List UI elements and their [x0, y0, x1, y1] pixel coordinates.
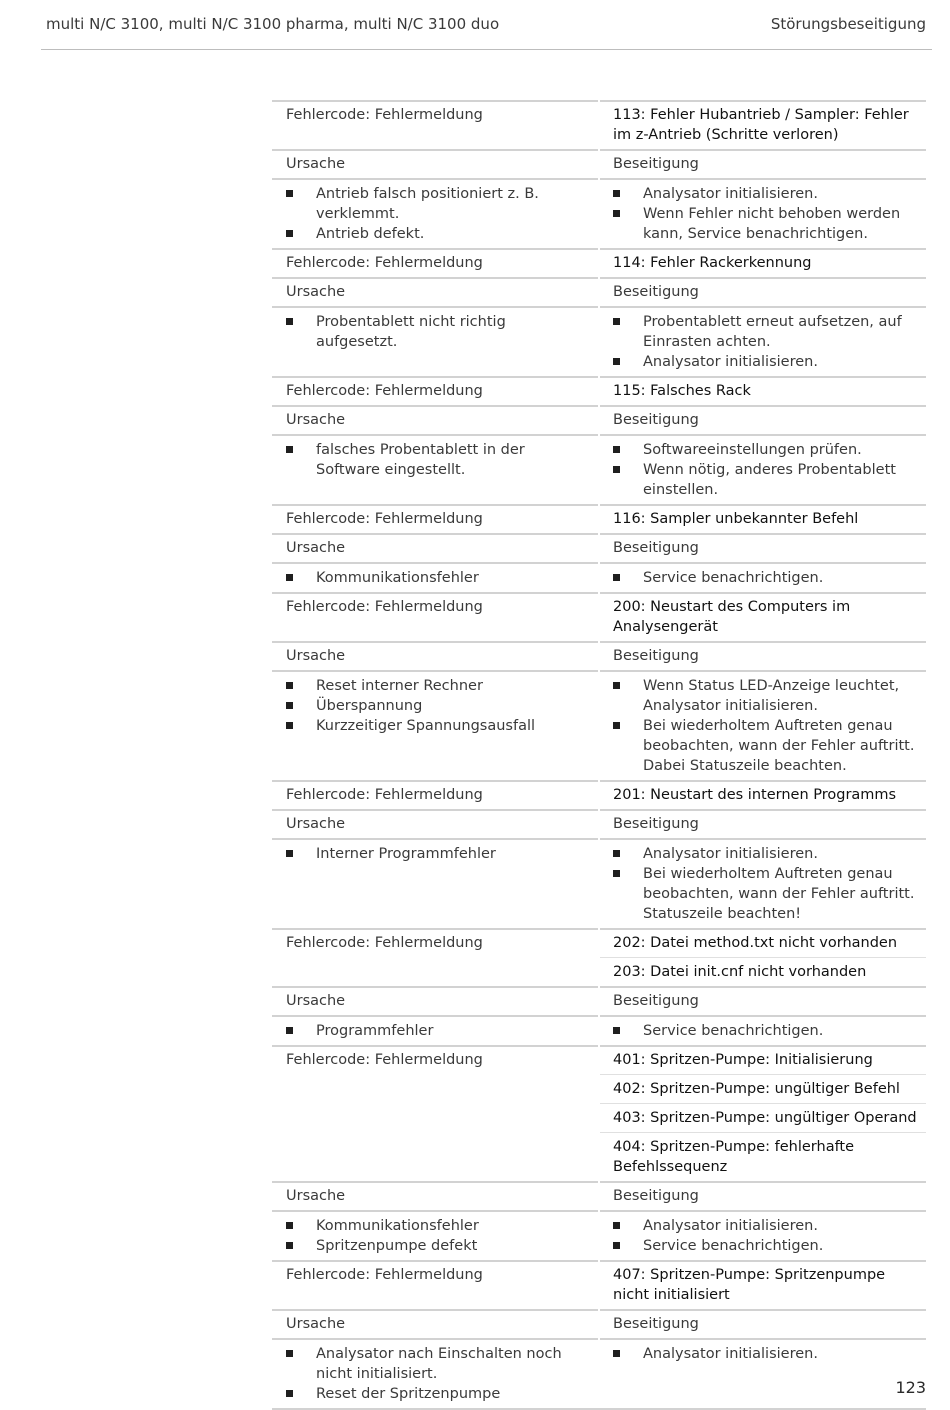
error-code-row: [272, 928, 926, 957]
cause-cell: [272, 838, 598, 928]
remedy-item: Analysator initialisieren.: [613, 844, 918, 864]
code-column-label: Fehlercode: Fehlermeldung: [272, 1260, 598, 1309]
remedy-list: [613, 184, 918, 244]
cause-cell: [272, 1015, 598, 1045]
error-code-message: 401: Spritzen-Pumpe: Initialisierung: [600, 1045, 926, 1074]
remedy-label: Beseitigung: [600, 1309, 926, 1338]
error-code-message: 201: Neustart des internen Programms: [600, 780, 926, 809]
code-column-label: Fehlercode: Fehlermeldung: [272, 504, 598, 533]
cause-label: Ursache: [272, 533, 598, 562]
remedy-item: Service benachrichtigen.: [613, 568, 918, 588]
cause-item: Kurzzeitiger Spannungsausfall: [286, 716, 590, 736]
cause-label: Ursache: [272, 149, 598, 178]
remedy-item: Service benachrichtigen.: [613, 1021, 918, 1041]
remedy-list: [613, 1216, 918, 1256]
cause-remedy-row: [272, 670, 926, 780]
cause-list: [286, 1216, 590, 1256]
error-entry: [272, 780, 926, 928]
remedy-item: Analysator initialisieren.: [613, 352, 918, 372]
error-code-message: 407: Spritzen-Pumpe: Spritzenpumpe nicht initialisiert: [600, 1260, 926, 1309]
header-divider: [41, 49, 932, 50]
cause-item: Überspannung: [286, 696, 590, 716]
cause-list: [286, 184, 590, 244]
remedy-item: Analysator initialisieren.: [613, 1216, 918, 1236]
error-entry: [272, 248, 926, 376]
code-column-label: Fehlercode: Fehlermeldung: [272, 376, 598, 405]
error-code-row: [272, 504, 926, 533]
cause-item: Kommunikationsfehler: [286, 568, 590, 588]
error-code-message: 115: Falsches Rack: [600, 376, 926, 405]
cause-item: Spritzenpumpe defekt: [286, 1236, 590, 1256]
code-column-label: Fehlercode: Fehlermeldung: [272, 1045, 598, 1074]
page-number: 123: [895, 1378, 926, 1397]
code-column-label: Fehlercode: Fehlermeldung: [272, 928, 598, 957]
error-code-row: [272, 1045, 926, 1074]
remedy-label: Beseitigung: [600, 809, 926, 838]
column-subheader-row: [272, 149, 926, 178]
cause-item: Antrieb defekt.: [286, 224, 590, 244]
column-subheader-row: [272, 1309, 926, 1338]
cause-cell: [272, 1210, 598, 1260]
code-column-label: Fehlercode: Fehlermeldung: [272, 592, 598, 641]
error-code-row: [272, 248, 926, 277]
running-header-section: Störungsbeseitigung: [770, 15, 926, 33]
cause-label: Ursache: [272, 405, 598, 434]
column-subheader-row: [272, 641, 926, 670]
cause-cell: [272, 670, 598, 780]
remedy-label: Beseitigung: [600, 641, 926, 670]
error-code-row: [272, 376, 926, 405]
remedy-label: Beseitigung: [600, 1181, 926, 1210]
remedy-cell: [600, 670, 926, 780]
code-column-label: Fehlercode: Fehlermeldung: [272, 248, 598, 277]
error-code-row: [272, 1103, 926, 1132]
error-entry: [272, 1260, 926, 1408]
error-code-table: [272, 100, 926, 1410]
remedy-list: [613, 1344, 918, 1364]
cause-remedy-row: [272, 178, 926, 248]
cause-label: Ursache: [272, 809, 598, 838]
remedy-cell: [600, 838, 926, 928]
code-column-label: Fehlercode: Fehlermeldung: [272, 780, 598, 809]
cause-item: Antrieb falsch positioniert z. B. verklemmt.: [286, 184, 590, 224]
code-column-label: [272, 1074, 598, 1103]
remedy-cell: [600, 562, 926, 592]
remedy-label: Beseitigung: [600, 986, 926, 1015]
cause-list: [286, 676, 590, 736]
remedy-cell: [600, 306, 926, 376]
remedy-item: Bei wiederholtem Auftreten genau beobachten, wann der Fehler auftritt. Statuszeile beachten!: [613, 864, 918, 924]
cause-list: [286, 312, 590, 352]
cause-list: [286, 1021, 590, 1041]
error-code-message: 114: Fehler Rackerkennung: [600, 248, 926, 277]
error-code-message: 403: Spritzen-Pumpe: ungültiger Operand: [600, 1103, 926, 1132]
code-column-label: Fehlercode: Fehlermeldung: [272, 100, 598, 149]
remedy-item: Bei wiederholtem Auftreten genau beobachten, wann der Fehler auftritt. Dabei Statuszeile beachten.: [613, 716, 918, 776]
cause-remedy-row: [272, 1338, 926, 1408]
error-code-message: 203: Datei init.cnf nicht vorhanden: [600, 957, 926, 986]
remedy-item: Softwareeinstellungen prüfen.: [613, 440, 918, 460]
column-subheader-row: [272, 405, 926, 434]
error-code-message: 402: Spritzen-Pumpe: ungültiger Befehl: [600, 1074, 926, 1103]
remedy-label: Beseitigung: [600, 533, 926, 562]
cause-cell: [272, 434, 598, 504]
cause-label: Ursache: [272, 277, 598, 306]
cause-list: [286, 440, 590, 480]
cause-label: Ursache: [272, 1309, 598, 1338]
remedy-list: [613, 1021, 918, 1041]
column-subheader-row: [272, 809, 926, 838]
cause-label: Ursache: [272, 641, 598, 670]
cause-cell: [272, 1338, 598, 1408]
cause-item: Programmfehler: [286, 1021, 590, 1041]
code-column-label: [272, 957, 598, 986]
error-entry: [272, 592, 926, 780]
cause-item: Reset interner Rechner: [286, 676, 590, 696]
cause-cell: [272, 178, 598, 248]
remedy-label: Beseitigung: [600, 277, 926, 306]
error-entry: [272, 504, 926, 592]
remedy-cell: [600, 1015, 926, 1045]
error-entry: [272, 100, 926, 248]
remedy-list: [613, 676, 918, 776]
cause-item: Kommunikationsfehler: [286, 1216, 590, 1236]
error-entry: [272, 928, 926, 1045]
cause-remedy-row: [272, 838, 926, 928]
error-code-message: 113: Fehler Hubantrieb / Sampler: Fehler im z-Antrieb (Schritte verloren): [600, 100, 926, 149]
error-entry: [272, 376, 926, 504]
remedy-label: Beseitigung: [600, 405, 926, 434]
code-column-label: [272, 1132, 598, 1181]
error-code-row: [272, 1260, 926, 1309]
remedy-item: Service benachrichtigen.: [613, 1236, 918, 1256]
remedy-list: [613, 312, 918, 372]
cause-remedy-row: [272, 562, 926, 592]
cause-label: Ursache: [272, 1181, 598, 1210]
cause-item: Analysator nach Einschalten noch nicht initialisiert.: [286, 1344, 590, 1384]
remedy-list: [613, 568, 918, 588]
cause-item: Reset der Spritzenpumpe: [286, 1384, 590, 1404]
cause-label: Ursache: [272, 986, 598, 1015]
cause-cell: [272, 562, 598, 592]
remedy-cell: [600, 434, 926, 504]
remedy-item: Wenn nötig, anderes Probentablett einstellen.: [613, 460, 918, 500]
cause-remedy-row: [272, 1210, 926, 1260]
error-code-row: [272, 780, 926, 809]
cause-item: Interner Programmfehler: [286, 844, 590, 864]
remedy-item: Wenn Status LED-Anzeige leuchtet, Analysator initialisieren.: [613, 676, 918, 716]
cause-remedy-row: [272, 434, 926, 504]
cause-item: falsches Probentablett in der Software eingestellt.: [286, 440, 590, 480]
column-subheader-row: [272, 986, 926, 1015]
cause-cell: [272, 306, 598, 376]
column-subheader-row: [272, 277, 926, 306]
cause-list: [286, 568, 590, 588]
error-entry: [272, 1045, 926, 1260]
error-code-row: [272, 1074, 926, 1103]
cause-remedy-row: [272, 306, 926, 376]
error-code-row: [272, 592, 926, 641]
remedy-label: Beseitigung: [600, 149, 926, 178]
code-column-label: [272, 1103, 598, 1132]
cause-item: Probentablett nicht richtig aufgesetzt.: [286, 312, 590, 352]
error-code-message: 202: Datei method.txt nicht vorhanden: [600, 928, 926, 957]
remedy-item: Wenn Fehler nicht behoben werden kann, Service benachrichtigen.: [613, 204, 918, 244]
cause-list: [286, 844, 590, 864]
remedy-list: [613, 440, 918, 500]
remedy-cell: [600, 178, 926, 248]
column-subheader-row: [272, 533, 926, 562]
cause-list: [286, 1344, 590, 1404]
error-code-message: 116: Sampler unbekannter Befehl: [600, 504, 926, 533]
error-code-message: 200: Neustart des Computers im Analysengerät: [600, 592, 926, 641]
remedy-item: Analysator initialisieren.: [613, 184, 918, 204]
cause-remedy-row: [272, 1015, 926, 1045]
remedy-cell: [600, 1338, 926, 1408]
remedy-list: [613, 844, 918, 924]
running-header-title: multi N/C 3100, multi N/C 3100 pharma, multi N/C 3100 duo: [46, 15, 500, 33]
error-code-row: [272, 957, 926, 986]
remedy-item: Analysator initialisieren.: [613, 1344, 918, 1364]
error-code-row: [272, 1132, 926, 1181]
column-subheader-row: [272, 1181, 926, 1210]
error-code-row: [272, 100, 926, 149]
error-code-message: 404: Spritzen-Pumpe: fehlerhafte Befehlssequenz: [600, 1132, 926, 1181]
remedy-item: Probentablett erneut aufsetzen, auf Einrasten achten.: [613, 312, 918, 352]
remedy-cell: [600, 1210, 926, 1260]
